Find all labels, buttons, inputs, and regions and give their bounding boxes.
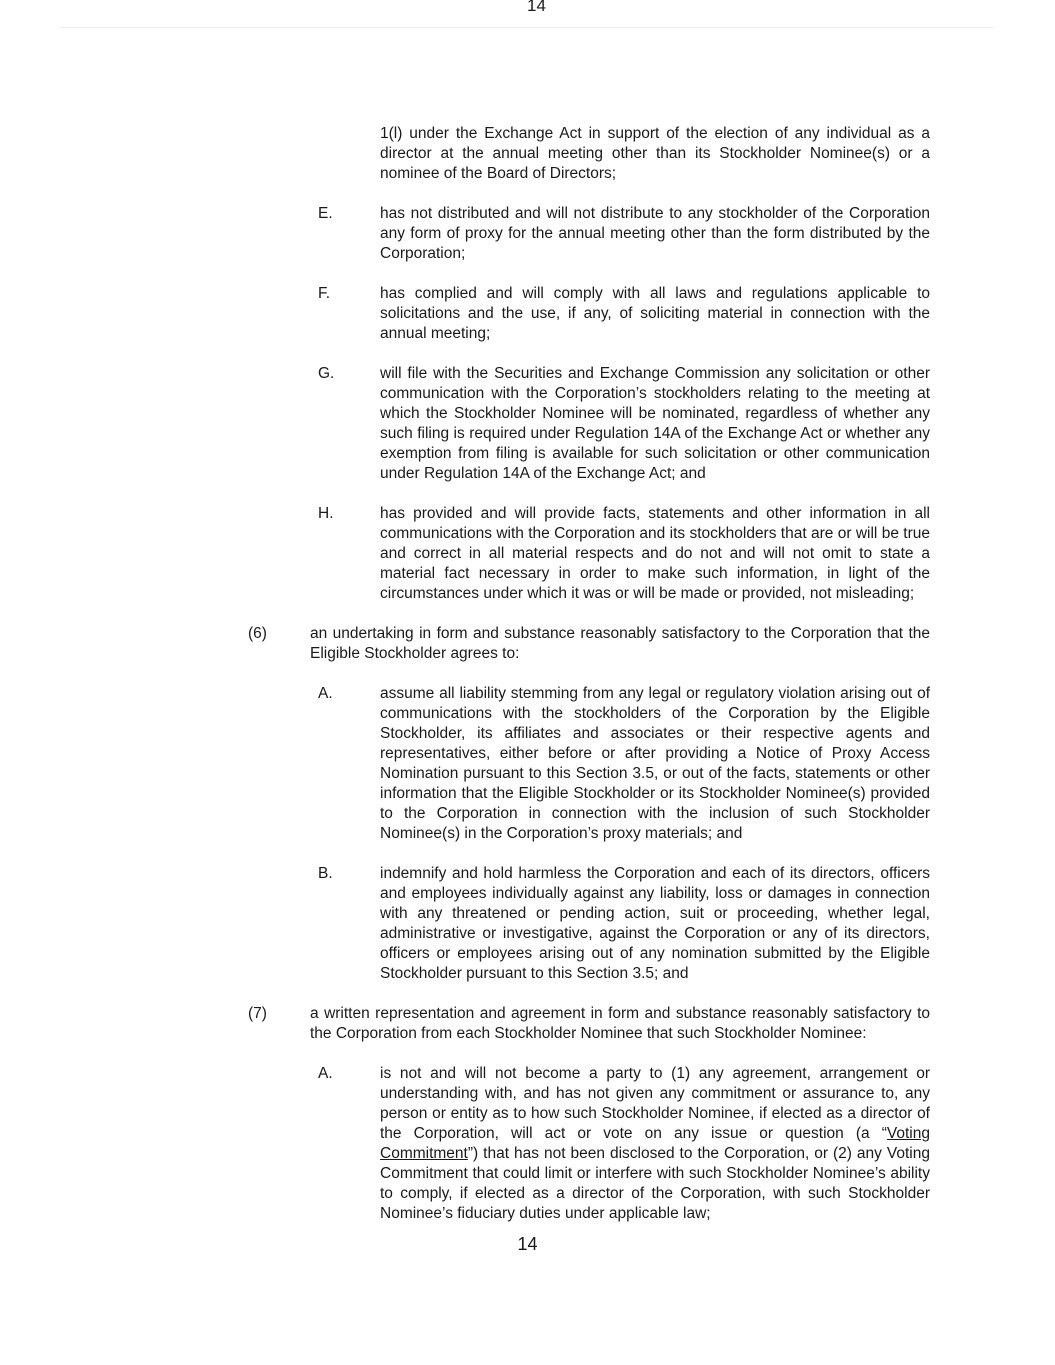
item-7a-text-before: is not and will not become a party to (1) any agreement, arrangement or understanding with, and has not given any commitment or assurance to, any person or entity as to how such Stockholder Nominee, if elected as a director of the Corporation, will act or vote on any issue or question (a “ [380,1065,930,1142]
item-e-label: E. [318,205,333,222]
item-f-label: F. [318,285,331,302]
item-g-text: will file with the Securities and Exchange Commission any solicitation or other communication with the Corporation’s stockholders relating to the meeting at which the Stockholder Nominee will be nominated, regardless of whether any such filing is required under Regulation 14A of the Exchange Act or whether any exemption from filing is available for such solicitation or other communication under Regulation 14A of the Exchange Act; and [380,365,930,482]
item-g-label: G. [318,365,335,382]
voting-commitment-term: Voting Commitment [380,1125,930,1162]
item-6a-label: A. [318,685,333,702]
item-e-text: has not distributed and will not distribute to any stockholder of the Corporation any form of proxy for the annual meeting other than the form distributed by the Corporation; [380,205,930,262]
page-divider [60,27,994,28]
item-7-text: a written representation and agreement in form and substance reasonably satisfactory to the Corporation from each Stockholder Nominee that such Stockholder Nominee: [310,1005,930,1042]
item-h-label: H. [318,505,334,522]
lead-paragraph: 1(l) under the Exchange Act in support of the election of any individual as a director at the annual meeting other than its Stockholder Nominee(s) or a nominee of the Board of Directors; [380,125,930,182]
item-h-text: has provided and will provide facts, statements and other information in all communications with the Corporation and its stockholders that are or will be true and correct in all material respects and do not and will not omit to state a material fact necessary in order to make such information, in light of the circumstances under which it was or will be made or provided, not misleading; [380,505,930,602]
item-f-text: has complied and will comply with all laws and regulations applicable to solicitations and the use, if any, of soliciting material in connection with the annual meeting; [380,285,930,342]
item-6-label: (6) [248,625,267,642]
item-7-label: (7) [248,1005,267,1022]
item-6b-label: B. [318,865,333,882]
item-7a-text [380,1064,930,1224]
item-6b-text: indemnify and hold harmless the Corporation and each of its directors, officers and employees individually against any liability, loss or damages in connection with any threatened or pending action, suit or proceeding, whether legal, administrative or investigative, against the Corporation or any of its directors, officers or employees arising out of any nomination submitted by the Eligible Stockholder pursuant to this Section 3.5; and [380,865,930,982]
item-7a-label: A. [318,1065,333,1082]
bottom-page-number: 14 [517,1234,538,1254]
top-page-number: 14 [527,0,546,15]
item-6-text: an undertaking in form and substance reasonably satisfactory to the Corporation that the Eligible Stockholder agrees to: [310,625,930,662]
item-6a-text: assume all liability stemming from any legal or regulatory violation arising out of communications with the stockholders of the Corporation by the Eligible Stockholder, its affiliates and associates or their respective agents and representatives, either before or after providing a Notice of Proxy Access Nomination pursuant to this Section 3.5, or out of the facts, statements or other information that the Eligible Stockholder or its Stockholder Nominee(s) provided to the Corporation in connection with the inclusion of such Stockholder Nominee(s) in the Corporation’s proxy materials; and [380,685,930,842]
item-7a-text-after: ”) that has not been disclosed to the Corporation, or (2) any Voting Commitment that could limit or interfere with such Stockholder Nominee’s ability to comply, if elected as a director of the Corporation, with such Stockholder Nominee’s fiduciary duties under applicable law; [380,1145,930,1222]
